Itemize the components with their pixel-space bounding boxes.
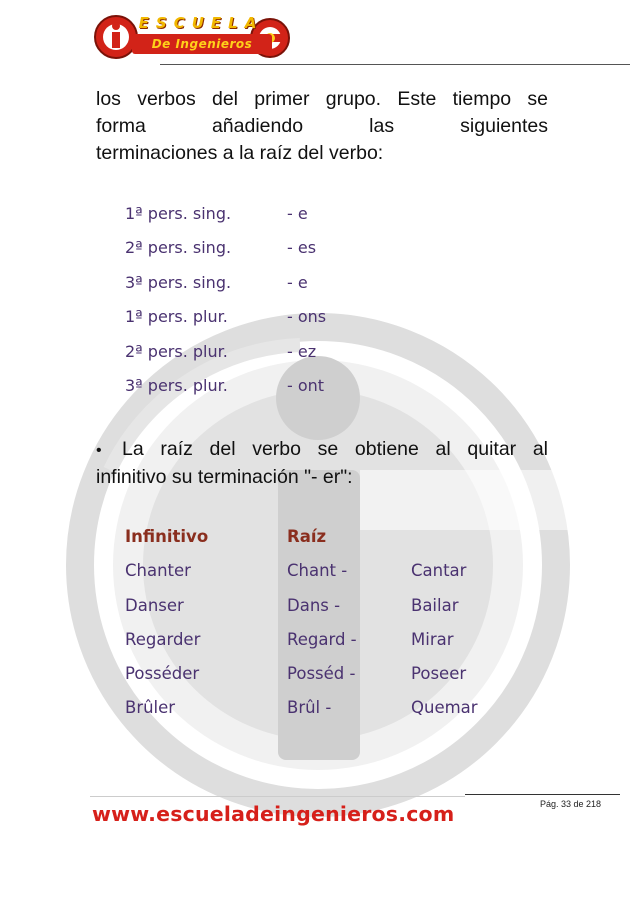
person-label: 3ª pers. sing. — [125, 272, 232, 292]
ending-label: - e — [287, 204, 308, 223]
intro-line-3: terminaciones a la raíz del verbo: — [96, 142, 384, 164]
ending-label: - ont — [287, 375, 325, 395]
root-cell: Dans - — [287, 595, 341, 615]
person-label: 1ª pers. sing. — [125, 204, 232, 223]
spanish-cell: Mirar — [411, 629, 454, 649]
intro-line-2-w1: forma — [96, 115, 146, 137]
infinitive-cell: Danser — [125, 595, 184, 615]
ending-label: - ez — [287, 341, 317, 361]
verb-row — [125, 556, 525, 590]
verb-row — [125, 591, 525, 625]
intro-line-2-w2: añadiendo — [211, 115, 304, 137]
intro-line-1: los verbos del primer grupo. Este tiempo se — [96, 88, 548, 110]
page-number: Pág. 33 de 218 — [540, 799, 602, 809]
intro-line-2-w3: las — [369, 115, 395, 137]
verb-row — [125, 659, 525, 693]
ending-label: - es — [287, 238, 317, 258]
ending-label: - e — [287, 272, 308, 292]
intro-paragraph — [96, 86, 548, 167]
bullet-icon: • — [96, 442, 102, 459]
root-cell: Chant - — [287, 561, 348, 581]
conjugation-row — [125, 234, 425, 268]
verb-table — [125, 522, 525, 728]
root-cell: Regard - — [287, 629, 357, 649]
infinitive-cell: Regarder — [125, 629, 201, 649]
bullet-paragraph — [96, 436, 548, 491]
person-label: 3ª pers. plur. — [125, 375, 228, 395]
conjugation-table — [125, 200, 425, 406]
logo-word-escuela: ESCUELA — [138, 14, 264, 32]
root-cell: Posséd - — [287, 664, 356, 684]
footer-divider-faint — [90, 796, 465, 797]
footer-divider — [465, 794, 620, 795]
logo-word-ingenieros: De Ingenieros — [132, 34, 272, 54]
infinitive-cell: Brûler — [125, 698, 176, 718]
website-link[interactable]: www.escueladeingenieros.com — [92, 802, 455, 826]
verb-row — [125, 693, 525, 727]
spanish-cell: Poseer — [411, 664, 467, 684]
conjugation-row — [125, 338, 425, 372]
person-label: 2ª pers. sing. — [125, 238, 232, 258]
infinitive-cell: Chanter — [125, 561, 191, 581]
verb-row — [125, 625, 525, 659]
intro-line-2 — [96, 113, 548, 140]
header-root: Raíz — [287, 527, 327, 546]
person-label: 2ª pers. plur. — [125, 341, 228, 361]
root-cell: Brûl - — [287, 698, 332, 718]
conjugation-row — [125, 200, 425, 234]
conjugation-row — [125, 372, 425, 406]
bullet-line-2: infinitivo su terminación "- er": — [96, 466, 353, 488]
ending-label: - ons — [287, 307, 327, 327]
spanish-cell: Bailar — [411, 595, 459, 615]
spanish-cell: Quemar — [411, 698, 478, 718]
infinitive-cell: Posséder — [125, 664, 200, 684]
bullet-line-1 — [96, 436, 548, 464]
spanish-cell: Cantar — [411, 561, 467, 581]
header-infinitive: Infinitivo — [125, 527, 209, 546]
intro-line-2-w4: siguientes — [460, 115, 548, 137]
conjugation-row — [125, 269, 425, 303]
verb-table-header — [125, 522, 525, 556]
conjugation-row — [125, 303, 425, 337]
person-label: 1ª pers. plur. — [125, 307, 228, 327]
bullet-text-1: La raíz del verbo se obtiene al quitar al — [122, 438, 548, 460]
